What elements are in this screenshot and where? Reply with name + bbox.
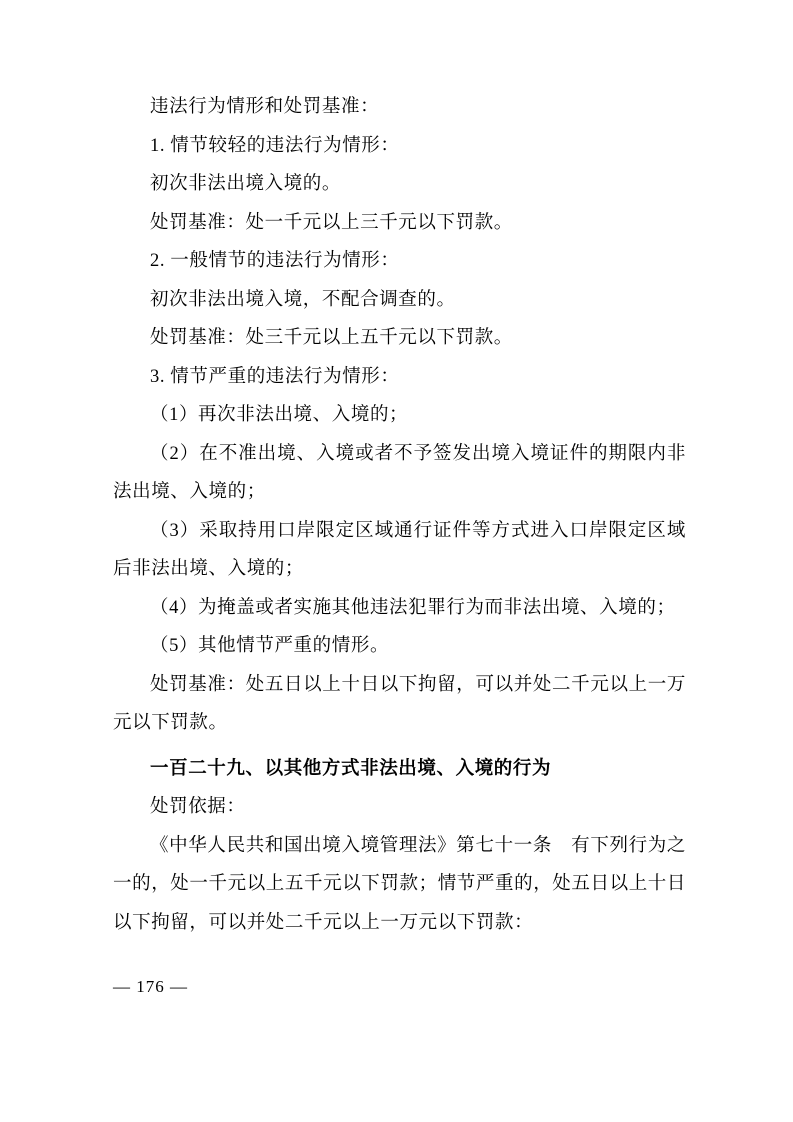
paragraph-level2-penalty: 处罚基准：处三千元以上五千元以下罚款。 (150, 328, 513, 348)
paragraph-level1-case: 初次非法出境入境的。 (150, 174, 342, 194)
paragraph-level1-title: 1. 情节较轻的违法行为情形： (150, 135, 400, 156)
paragraph-violation-intro: 违法行为情形和处罚基准： (150, 97, 380, 117)
paragraph-level2-title: 2. 一般情节的违法行为情形： (150, 251, 400, 271)
paragraph-level3-item-4: （4）为掩盖或者实施其他违法犯罪行为而非法出境、入境的； (150, 597, 676, 618)
page-body (113, 88, 686, 942)
paragraph-penalty-basis-label: 处罚依据： (150, 797, 246, 817)
paragraph-level3-item-3: （3）采取持用口岸限定区域通行证件等方式进入口岸限定区域后非法出境、入境的； (113, 520, 686, 579)
paragraph-level3-penalty: 处罚基准：处五日以上十日以下拘留，可以并处二千元以上一万元以下罚款。 (113, 674, 686, 733)
page-number: — 176 — (113, 977, 188, 996)
paragraph-level3-item-2: （2）在不准出境、入境或者不予签发出境入境证件的期限内非法出境、入境的； (113, 443, 686, 502)
paragraph-level3-item-5: （5）其他情节严重的情形。 (150, 636, 390, 656)
paragraph-level2-case: 初次非法出境入境，不配合调查的。 (150, 289, 456, 310)
section-heading-129: 一百二十九、以其他方式非法出境、入境的行为 (150, 758, 552, 779)
heading-spacer (113, 743, 686, 750)
paragraph-law-citation: 《中华人民共和国出境入境管理法》第七十一条 有下列行为之一的，处一千元以上五千元以下罚款；情节严重的，处五日以上十日以下拘留，可以并处二千元以上一万元以下罚款： (113, 835, 687, 933)
paragraph-level3-title: 3. 情节严重的违法行为情形： (150, 366, 400, 387)
paragraph-level3-item-1: （1）再次非法出境、入境的； (150, 405, 409, 425)
paragraph-level1-penalty: 处罚基准：处一千元以上三千元以下罚款。 (150, 212, 513, 233)
page-footer (113, 975, 686, 999)
